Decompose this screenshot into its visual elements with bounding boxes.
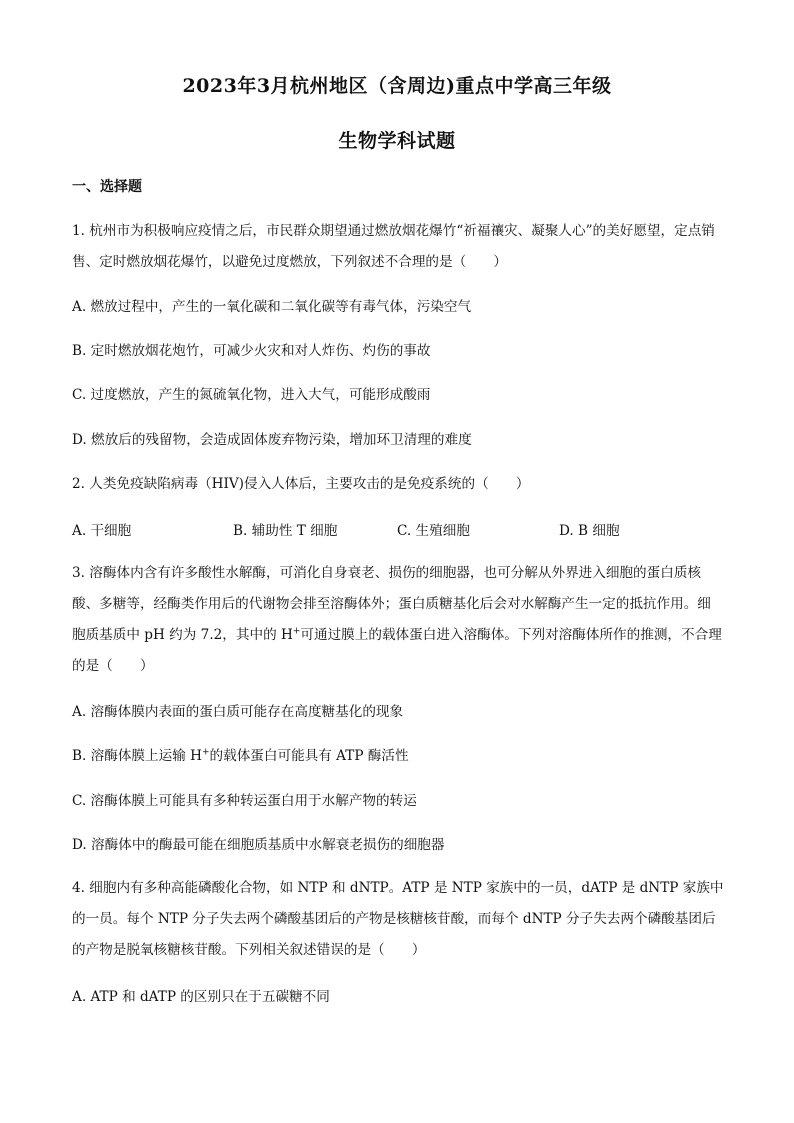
question-3-option-b-text-a: B. 溶酶体膜上运输 H [72, 748, 202, 764]
section-heading: 一、选择题 [72, 179, 142, 195]
hydrogen-ion-charge: + [292, 626, 301, 637]
question-2-option-b: B. 辅助性 T 细胞 [233, 523, 338, 539]
question-3-option-c: C. 溶酶体膜上可能具有多种转运蛋白用于水解产物的转运 [72, 793, 417, 809]
question-2-stem: 2. 人类免疫缺陷病毒（HIV)侵入人体后，主要攻击的是免疫系统的（ ） [72, 476, 530, 492]
question-3-option-a: A. 溶酶体膜内表面的蛋白质可能存在高度糖基化的现象 [72, 704, 404, 720]
question-1-option-a: A. 燃放过程中，产生的一氧化碳和二氧化碳等有毒气体，污染空气 [72, 299, 472, 315]
question-2-options [72, 519, 732, 541]
question-1-option-b: B. 定时燃放烟花炮竹，可减少火灾和对人炸伤、灼伤的事故 [72, 343, 431, 359]
question-2-option-a: A. 干细胞 [72, 523, 132, 539]
exam-subject-title: 生物学科试题 [338, 130, 456, 152]
question-3-stem-text-b: 可通过膜上的载体蛋白进入溶酶体。下列对溶酶体所作的推测，不合理的是（ ） [72, 627, 722, 674]
question-1-stem: 1. 杭州市为积极响应疫情之后，市民群众期望通过燃放烟花爆竹“祈福禳灾、凝聚人心”的美好愿望，定点销售、定时燃放烟花爆竹，以避免过度燃放，下列叙述不合理的是（ ） [72, 223, 715, 270]
question-3-option-b-text-b: 的载体蛋白可能具有 ATP 酶活性 [209, 748, 409, 764]
question-3-option-b [72, 746, 409, 766]
hydrogen-ion-charge: + [201, 747, 210, 758]
question-4-stem: 4. 细胞内有多种高能磷酸化合物，如 NTP 和 dNTP。ATP 是 NTP 家族中的一员，dATP 是 dNTP 家族中的一员。每个 NTP 分子失去两个磷酸基团后的产物是核糖核苷酸，而每个 dNTP 分子失去两个磷酸基团后的产物是脱氧核糖核苷酸。下列相关叙述错误的是（ ） [72, 880, 724, 958]
question-1-option-d: D. 燃放后的残留物，会造成固体废弃物污染，增加环卫清理的难度 [72, 432, 472, 448]
question-3-stem-text-a: 3. 溶酶体内含有许多酸性水解酶，可消化自身衰老、损伤的细胞器，也可分解从外界进入细胞的蛋白质核酸、多糖等，经酶类作用后的代谢物会排至溶酶体外；蛋白质糖基化后会对水解酶产生一定的抵抗作用。细胞质基质中 pH 约为 7.2，其中的 H [72, 565, 711, 643]
question-3-stem [72, 558, 724, 682]
exam-title: 2023年3月杭州地区（含周边)重点中学高三年级 [182, 75, 612, 97]
question-1-option-c: C. 过度燃放，产生的氮硫氧化物，进入大气，可能形成酸雨 [72, 387, 431, 403]
question-4-option-a: A. ATP 和 dATP 的区别只在于五碳糖不同 [72, 989, 330, 1005]
question-2-option-d: D. B 细胞 [559, 523, 620, 539]
question-3-option-d: D. 溶酶体中的酶最可能在细胞质基质中水解衰老损伤的细胞器 [72, 837, 445, 853]
question-2-option-c: C. 生殖细胞 [397, 523, 470, 539]
